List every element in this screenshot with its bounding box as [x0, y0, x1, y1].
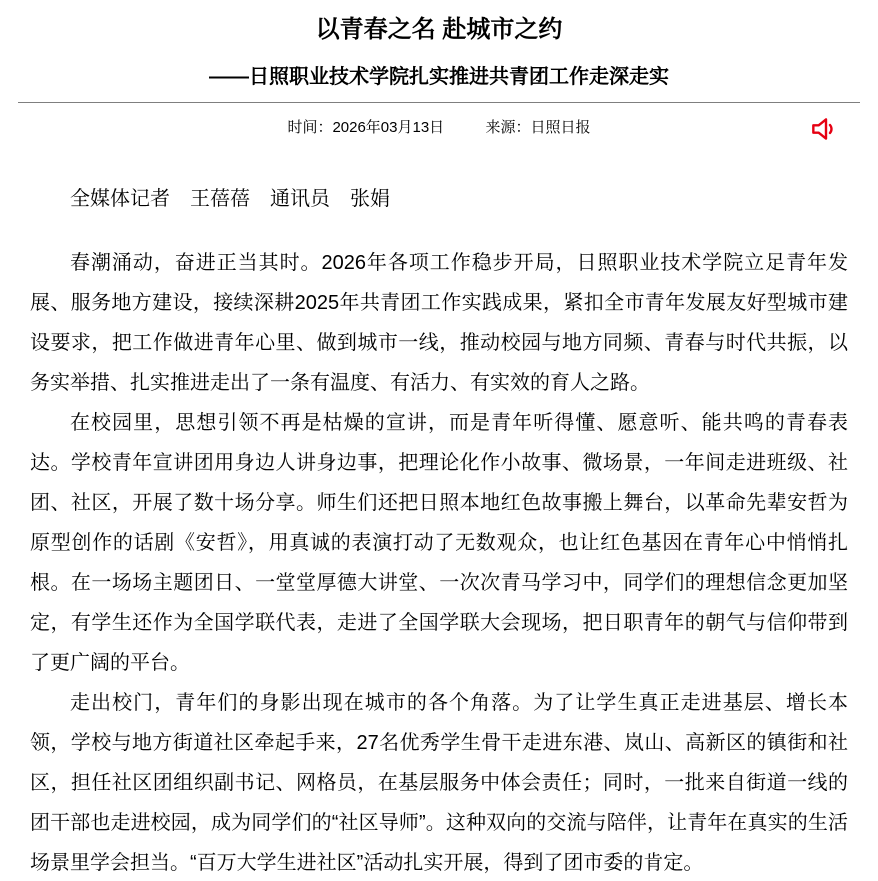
page-title: 以青春之名 赴城市之约 [315, 16, 563, 43]
byline: 全媒体记者 王蓓蓓 通讯员 张娟 [70, 188, 390, 210]
meta-row [0, 103, 878, 153]
paragraph-3: 走出校门，青年们的身影出现在城市的各个角落。为了让学生真正走进基层、增长本领，学校与地方街道社区牵起手来，27名优秀学生骨干走进东港、岚山、高新区的镇街和社区，担任社区团组织副书记、网格员，在基层服务中体会责任；同时，一批来自街道一线的团干部也走进校园，成为同学们的“社区导师”。这种双向的交流与陪伴，让青年在真实的生活场景里学会担当。“百万大学生进社区”活动扎实开展，得到了团市委的肯定。 [30, 692, 848, 874]
article-body [0, 179, 878, 881]
article-meta [0, 103, 878, 138]
article-page [0, 14, 878, 881]
paragraph-2: 在校园里，思想引领不再是枯燥的宣讲，而是青年听得懂、愿意听、能共鸣的青春表达。学校青年宣讲团用身边人讲身边事，把理论化作小故事、微场景，一年间走进班级、社团、社区，开展了数十场分享。师生们还把日照本地红色故事搬上舞台，以革命先辈安哲为原型创作的话剧《安哲》，用真诚的表演打动了无数观众，也让红色基因在青年心中悄悄扎根。在一场场主题团日、一堂堂厚德大讲堂、一次次青马学习中，同学们的理想信念更加坚定，有学生还作为全国学联代表，走进了全国学联大会现场，把日职青年的朝气与信仰带到了更广阔的平台。 [30, 412, 848, 674]
article-subtitle: ——日照职业技术学院扎实推进共青团工作走深走实 [209, 66, 669, 88]
article-source: 来源：日照日报 [485, 119, 591, 136]
speaker-icon[interactable] [808, 113, 840, 145]
publish-time: 时间：2026年03月13日 [287, 119, 445, 136]
paragraph-1: 春潮涌动，奋进正当其时。2026年各项工作稳步开局，日照职业技术学院立足青年发展、服务地方建设，接续深耕2025年共青团工作实践成果，紧扣全市青年发展友好型城市建设要求，把工作做进青年心里、做到城市一线，推动校园与地方同频、青春与时代共振，以务实举措、扎实推进走出了一条有温度、有活力、有实效的育人之路。 [30, 252, 848, 394]
